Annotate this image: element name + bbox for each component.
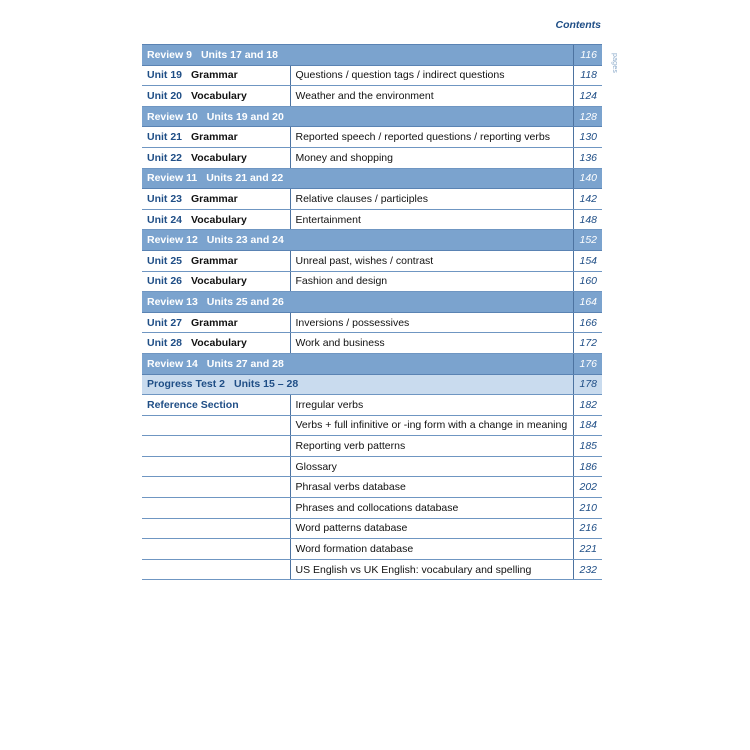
- unit-kind: Grammar: [191, 131, 238, 144]
- unit-cell: [142, 147, 290, 168]
- review-label: Review 9: [147, 48, 192, 61]
- reference-topic: Phrases and collocations database: [290, 498, 573, 519]
- page-number[interactable]: 136: [573, 147, 602, 168]
- page-number[interactable]: 154: [573, 250, 602, 271]
- reference-topic: Word patterns database: [290, 518, 573, 539]
- unit-number: Unit 20: [147, 89, 183, 102]
- reference-row[interactable]: [142, 436, 602, 457]
- review-title-cell: [142, 45, 573, 66]
- page-number[interactable]: 142: [573, 189, 602, 210]
- review-title-cell: [142, 353, 573, 374]
- contents-table: [142, 44, 602, 580]
- unit-kind: Grammar: [191, 69, 238, 82]
- page-number[interactable]: 185: [573, 436, 602, 457]
- reference-label-cell: [142, 456, 290, 477]
- reference-row[interactable]: [142, 456, 602, 477]
- unit-kind: Grammar: [191, 316, 238, 329]
- reference-label-cell: [142, 498, 290, 519]
- page-number[interactable]: 164: [573, 292, 602, 313]
- progress-title-cell: [142, 374, 573, 395]
- page-number[interactable]: 148: [573, 209, 602, 230]
- unit-row[interactable]: [142, 147, 602, 168]
- reference-label-cell: [142, 559, 290, 580]
- review-row[interactable]: [142, 353, 602, 374]
- unit-number: Unit 27: [147, 316, 183, 329]
- unit-cell: [142, 312, 290, 333]
- reference-label-cell: [142, 518, 290, 539]
- page-number[interactable]: 178: [573, 374, 602, 395]
- unit-row[interactable]: [142, 333, 602, 354]
- unit-topic: Money and shopping: [290, 147, 573, 168]
- reference-topic: Phrasal verbs database: [290, 477, 573, 498]
- page-number[interactable]: 118: [573, 65, 602, 86]
- pages-column-label: pages: [611, 52, 618, 74]
- unit-row[interactable]: [142, 189, 602, 210]
- review-row[interactable]: [142, 106, 602, 127]
- review-row[interactable]: [142, 230, 602, 251]
- page-number[interactable]: 232: [573, 559, 602, 580]
- reference-label-cell: [142, 477, 290, 498]
- page-number[interactable]: 216: [573, 518, 602, 539]
- review-units: Units 17 and 18: [200, 48, 278, 61]
- unit-kind: Vocabulary: [191, 337, 247, 350]
- unit-kind: Vocabulary: [191, 275, 247, 288]
- unit-number: Unit 22: [147, 151, 183, 164]
- unit-number: Unit 28: [147, 337, 183, 350]
- unit-number: Unit 19: [147, 69, 183, 82]
- review-label: Review 11: [147, 172, 198, 185]
- unit-row[interactable]: [142, 312, 602, 333]
- page-number[interactable]: 128: [573, 106, 602, 127]
- reference-row[interactable]: [142, 559, 602, 580]
- unit-cell: [142, 127, 290, 148]
- unit-row[interactable]: [142, 209, 602, 230]
- review-label: Review 10: [147, 110, 198, 123]
- unit-kind: Vocabulary: [191, 89, 247, 102]
- page-number[interactable]: 152: [573, 230, 602, 251]
- review-row[interactable]: [142, 168, 602, 189]
- review-units: Units 21 and 22: [206, 172, 284, 185]
- page-number[interactable]: 221: [573, 539, 602, 560]
- unit-number: Unit 24: [147, 213, 183, 226]
- page-number[interactable]: 166: [573, 312, 602, 333]
- unit-topic: Work and business: [290, 333, 573, 354]
- page-number[interactable]: 186: [573, 456, 602, 477]
- unit-topic: Weather and the environment: [290, 86, 573, 107]
- reference-label-cell: [142, 436, 290, 457]
- page-number[interactable]: 130: [573, 127, 602, 148]
- reference-label-cell: [142, 415, 290, 436]
- review-row[interactable]: [142, 292, 602, 313]
- unit-row[interactable]: [142, 271, 602, 292]
- progress-test-row[interactable]: [142, 374, 602, 395]
- unit-topic: Reported speech / reported questions / reporting verbs: [290, 127, 573, 148]
- page-number[interactable]: 160: [573, 271, 602, 292]
- page-title: Contents: [555, 19, 601, 31]
- unit-topic: Fashion and design: [290, 271, 573, 292]
- reference-section-label: Reference Section: [147, 398, 239, 411]
- unit-cell: [142, 333, 290, 354]
- unit-number: Unit 26: [147, 275, 183, 288]
- review-label: Review 12: [147, 234, 198, 247]
- unit-topic: Relative clauses / participles: [290, 189, 573, 210]
- progress-units: Units 15 – 28: [234, 378, 299, 391]
- review-units: Units 23 and 24: [206, 234, 284, 247]
- unit-topic: Unreal past, wishes / contrast: [290, 250, 573, 271]
- page-number[interactable]: 210: [573, 498, 602, 519]
- review-title-cell: [142, 230, 573, 251]
- review-title-cell: [142, 106, 573, 127]
- page-number[interactable]: 182: [573, 395, 602, 416]
- unit-number: Unit 21: [147, 131, 183, 144]
- reference-topic: Verbs + full infinitive or -ing form with a change in meaning: [290, 415, 573, 436]
- reference-topic: Reporting verb patterns: [290, 436, 573, 457]
- reference-row[interactable]: [142, 498, 602, 519]
- review-title-cell: [142, 292, 573, 313]
- reference-row[interactable]: [142, 415, 602, 436]
- review-label: Review 13: [147, 295, 198, 308]
- reference-topic: Glossary: [290, 456, 573, 477]
- unit-number: Unit 23: [147, 192, 183, 205]
- reference-topic: US English vs UK English: vocabulary and spelling: [290, 559, 573, 580]
- page-number[interactable]: 116: [573, 45, 602, 66]
- review-units: Units 25 and 26: [206, 295, 284, 308]
- page-number[interactable]: 124: [573, 86, 602, 107]
- unit-kind: Grammar: [191, 254, 238, 267]
- unit-number: Unit 25: [147, 254, 183, 267]
- page-number[interactable]: 176: [573, 353, 602, 374]
- progress-label: Progress Test 2: [147, 378, 226, 391]
- unit-cell: [142, 271, 290, 292]
- reference-row[interactable]: [142, 395, 602, 416]
- unit-cell: [142, 209, 290, 230]
- unit-topic: Inversions / possessives: [290, 312, 573, 333]
- unit-row[interactable]: [142, 127, 602, 148]
- unit-cell: [142, 65, 290, 86]
- reference-row[interactable]: [142, 477, 602, 498]
- review-title-cell: [142, 168, 573, 189]
- unit-topic: Entertainment: [290, 209, 573, 230]
- unit-kind: Grammar: [191, 192, 238, 205]
- unit-cell: [142, 86, 290, 107]
- reference-topic: Irregular verbs: [290, 395, 573, 416]
- unit-kind: Vocabulary: [191, 213, 247, 226]
- unit-row[interactable]: [142, 250, 602, 271]
- review-units: Units 19 and 20: [206, 110, 284, 123]
- reference-row[interactable]: [142, 539, 602, 560]
- unit-cell: [142, 189, 290, 210]
- review-units: Units 27 and 28: [206, 357, 284, 370]
- reference-label-cell: [142, 395, 290, 416]
- page-number[interactable]: 202: [573, 477, 602, 498]
- review-row[interactable]: [142, 45, 602, 66]
- unit-cell: [142, 250, 290, 271]
- reference-topic: Word formation database: [290, 539, 573, 560]
- unit-kind: Vocabulary: [191, 151, 247, 164]
- page-number[interactable]: 140: [573, 168, 602, 189]
- review-label: Review 14: [147, 357, 198, 370]
- unit-row[interactable]: [142, 65, 602, 86]
- unit-topic: Questions / question tags / indirect questions: [290, 65, 573, 86]
- page-number[interactable]: 184: [573, 415, 602, 436]
- reference-label-cell: [142, 539, 290, 560]
- reference-row[interactable]: [142, 518, 602, 539]
- unit-row[interactable]: [142, 86, 602, 107]
- page-number[interactable]: 172: [573, 333, 602, 354]
